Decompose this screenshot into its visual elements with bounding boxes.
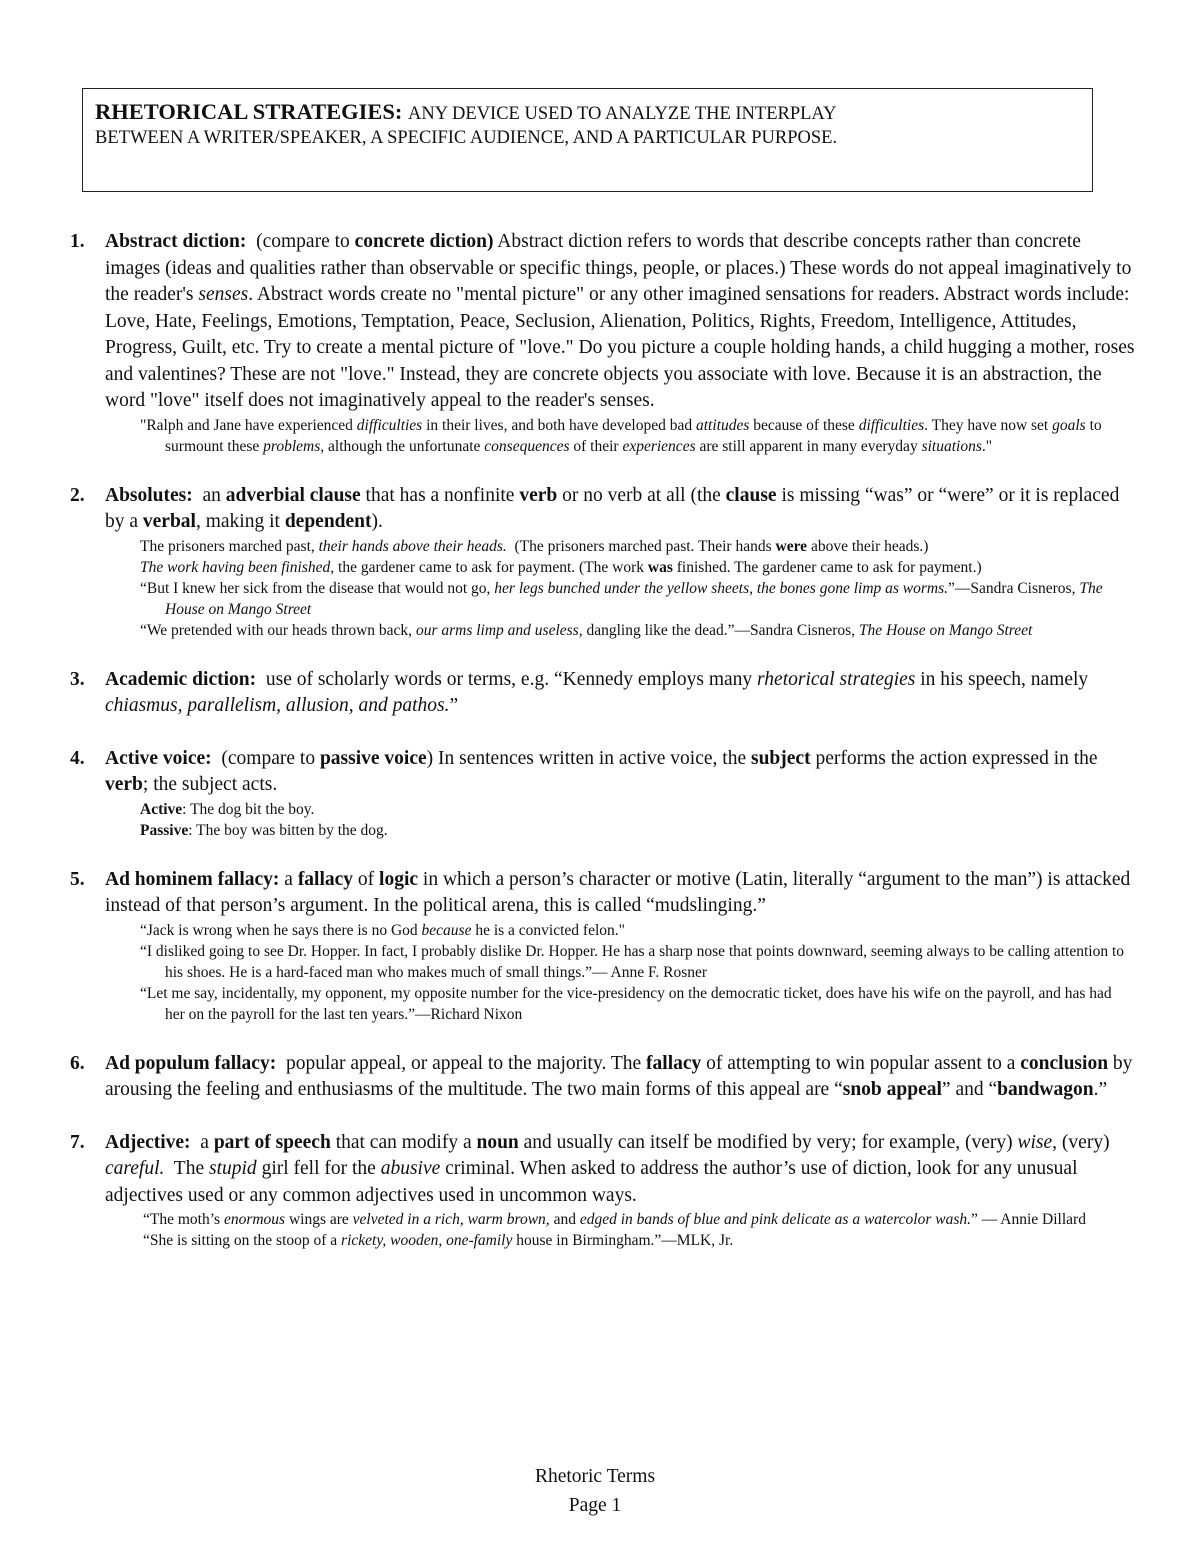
subtitle-line-1: ANY DEVICE USED TO ANALYZE THE INTERPLAY (408, 104, 837, 124)
title-line (95, 99, 1080, 126)
term-list (65, 229, 1135, 1277)
example-quote: The prisoners marched past, their hands above their heads. (The prisoners marched past. Their hands were above their heads.) (140, 537, 929, 555)
entry-number: 6. (70, 1052, 85, 1074)
example-quote: “The moth’s enormous wings are velveted in a rich, warm brown, and edged in bands of blue and pink delicate as a watercolor wash.” — Annie Dillard (143, 1211, 1086, 1228)
entry-number: 2. (70, 484, 85, 506)
entry-term: Active voice: (105, 747, 212, 769)
entry-term: Ad populum fallacy: (105, 1052, 277, 1074)
example-quote: “But I knew her sick from the disease that would not go, her legs bunched under the yellow sheets, the bones gone limp as worms.”—Sandra Cisneros, The House on Mango Street (140, 579, 1103, 618)
example-quote: “Let me say, incidentally, my opponent, my opposite number for the vice-presidency on the democratic ticket, does have his wife on the payroll, and has had her on the payroll for the last ten years.”—Richard Nixon (140, 984, 1112, 1023)
entry-term: Absolutes: (105, 484, 193, 506)
entry-definition: Ad hominem fallacy: a fallacy of logic in which a person’s character or motive (Latin, literally “argument to the man”) is attacked instead of that person’s argument. In the political arena, this is called “mudslinging.” (105, 868, 1131, 916)
term-entry-absolutes (65, 483, 1135, 641)
term-entry-academic-diction (65, 667, 1135, 720)
entry-term: Ad hominem fallacy: (105, 868, 280, 890)
term-entry-active-voice (65, 746, 1135, 841)
page-number: Page 1 (568, 1495, 622, 1516)
example-quote: “She is sitting on the stoop of a rickety, wooden, one-family house in Birmingham.”—MLK, Jr. (143, 1232, 734, 1249)
entry-term: Adjective: (105, 1131, 191, 1153)
title-box (82, 88, 1093, 192)
example-quote: Active: The dog bit the boy. (140, 800, 315, 818)
entry-number: 3. (70, 668, 85, 690)
example-quote: “I disliked going to see Dr. Hopper. In fact, I probably dislike Dr. Hopper. He has a sharp nose that points downward, seeming always to be calling attention to his shoes. He is a hard-faced man who makes much of small things.”— Anne F. Rosner (140, 942, 1125, 981)
entry-number: 4. (70, 747, 85, 769)
term-entry-adjective (65, 1130, 1135, 1252)
example-quote: Passive: The boy was bitten by the dog. (140, 821, 388, 839)
page-title: RHETORICAL STRATEGIES: (95, 99, 403, 124)
entry-definition: Active voice: (compare to passive voice) In sentences written in active voice, the subject performs the action expressed in the verb; the subject acts. (105, 747, 1098, 795)
term-entry-ad-hominem-fallacy (65, 867, 1135, 1025)
entry-term: Academic diction: (105, 668, 257, 690)
example-quote: “We pretended with our heads thrown back, our arms limp and useless, dangling like the dead.”—Sandra Cisneros, The House on Mango Street (140, 621, 1033, 639)
entry-definition: Absolutes: an adverbial clause that has a nonfinite verb or no verb at all (the clause is missing “was” or “were” or it is replaced by a verbal, making it dependent). (105, 484, 1120, 532)
entry-definition: Academic diction: use of scholarly words or terms, e.g. “Kennedy employs many rhetorical strategies in his speech, namely chiasmus, parallelism, allusion, and pathos.” (105, 668, 1089, 716)
entry-number: 1. (70, 231, 85, 252)
example-quote: "Ralph and Jane have experienced difficulties in their lives, and both have developed bad attitudes because of these difficulties. They have now set goals to surmount these problems, although the unfortunate consequences of their experiences are still apparent in many everyday situations." (140, 416, 1102, 455)
entry-definition: Ad populum fallacy: popular appeal, or appeal to the majority. The fallacy of attempting to win popular assent to a conclusion by arousing the feeling and enthusiasms of the multitude. The two main forms of this appeal are “snob appeal” and “bandwagon.” (105, 1052, 1133, 1100)
example-quote: “Jack is wrong when he says there is no God because he is a convicted felon." (140, 921, 625, 939)
entry-definition: Abstract diction: (compare to concrete diction) Abstract diction refers to words that describe concepts rather than concrete images (ideas and qualities rather than observable or specific things, people, or places.) These words do not appeal imaginatively to the reader's senses. Abstract words create no "mental picture" or any other imagined sensations for readers. Abstract words include: Love, Hate, Feelings, Emotions, Temptation, Peace, Seclusion, Alienation, Politics, Rights, Freedom, Intelligence, Attitudes, Progress, Guilt, etc. Try to create a mental picture of "love." Do you picture a couple holding hands, a child hugging a mother, roses and valentines? These are not "love." Instead, they are concrete objects you associate with love. Because it is an abstraction, the word "love" itself does not imaginatively appeal to the reader's senses. (105, 231, 1135, 411)
entry-number: 7. (70, 1131, 85, 1153)
entry-definition: Adjective: a part of speech that can modify a noun and usually can itself be modified by very; for example, (very) wise, (very) careful. The stupid girl fell for the abusive criminal. When asked to address the author’s use of diction, look for any unusual adjectives used or any common adjectives used in uncommon ways. (105, 1131, 1110, 1206)
entry-number: 5. (70, 868, 85, 890)
entry-term: Abstract diction: (105, 231, 247, 252)
term-entry-abstract-diction (65, 229, 1135, 457)
footer-title: Rhetoric Terms (534, 1466, 656, 1487)
subtitle-line-2: BETWEEN A WRITER/SPEAKER, A SPECIFIC AUDIENCE, AND A PARTICULAR PURPOSE. (95, 128, 838, 148)
example-quote: The work having been finished, the gardener came to ask for payment. (The work was finished. The gardener came to ask for payment.) (140, 558, 982, 576)
term-entry-ad-populum-fallacy (65, 1051, 1135, 1104)
